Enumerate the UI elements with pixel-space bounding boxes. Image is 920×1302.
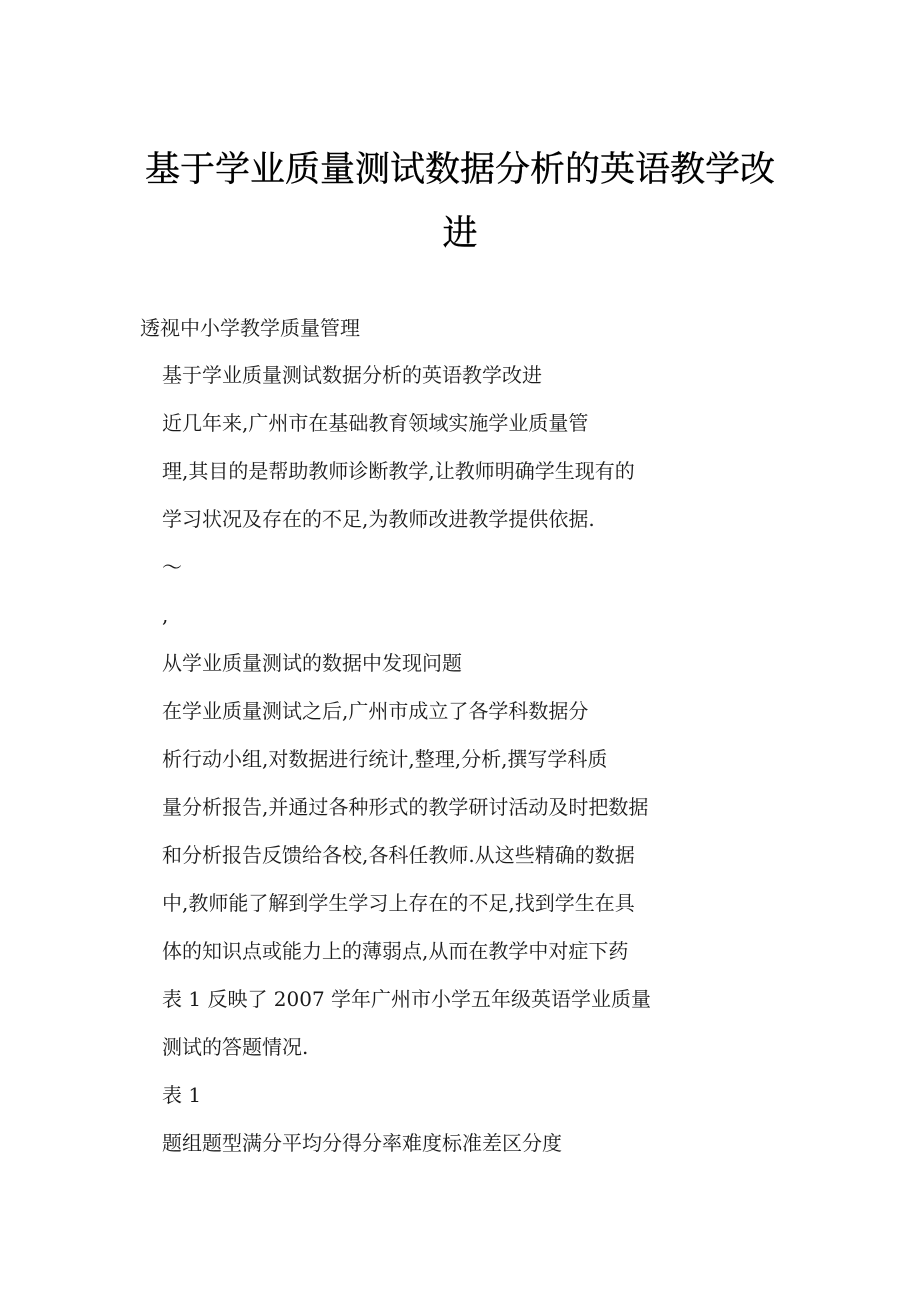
document-title (120, 138, 800, 266)
body-line: 近几年来,广州市在基础教育领域实施学业质量管 (162, 411, 589, 435)
body-line: 在学业质量测试之后,广州市成立了各学科数据分 (162, 699, 589, 723)
section-heading: 透视中小学教学质量管理 (140, 316, 360, 340)
comma-mark: , (162, 603, 169, 627)
title-line-1: 基于学业质量测试数据分析的英语教学改 (144, 150, 775, 190)
article-title: 基于学业质量测试数据分析的英语教学改进 (162, 363, 542, 387)
body-line: 体的知识点或能力上的薄弱点,从而在教学中对症下药 (162, 939, 629, 963)
body-line: 表 1 反映了 2007 学年广州市小学五年级英语学业质量 (162, 987, 652, 1011)
table-caption: 表 1 (162, 1083, 202, 1107)
body-line: 和分析报告反馈给各校,各科任教师.从这些精确的数据 (162, 843, 635, 867)
body-line: 析行动小组,对数据进行统计,整理,分析,撰写学科质 (162, 747, 608, 771)
title-line-2: 进 (442, 214, 478, 254)
table-header-line: 题组题型满分平均分得分率难度标准差区分度 (162, 1131, 562, 1155)
body-line: 理,其目的是帮助教师诊断教学,让教师明确学生现有的 (162, 459, 635, 483)
body-line: 学习状况及存在的不足,为教师改进教学提供依据. (162, 507, 595, 531)
tilde-mark: ～ (162, 555, 182, 579)
body-line: 测试的答题情况. (162, 1035, 309, 1059)
subsection-heading: 从学业质量测试的数据中发现问题 (162, 651, 462, 675)
body-line: 中,教师能了解到学生学习上存在的不足,找到学生在具 (162, 891, 635, 915)
body-line: 量分析报告,并通过各种形式的教学研讨活动及时把数据 (162, 795, 649, 819)
